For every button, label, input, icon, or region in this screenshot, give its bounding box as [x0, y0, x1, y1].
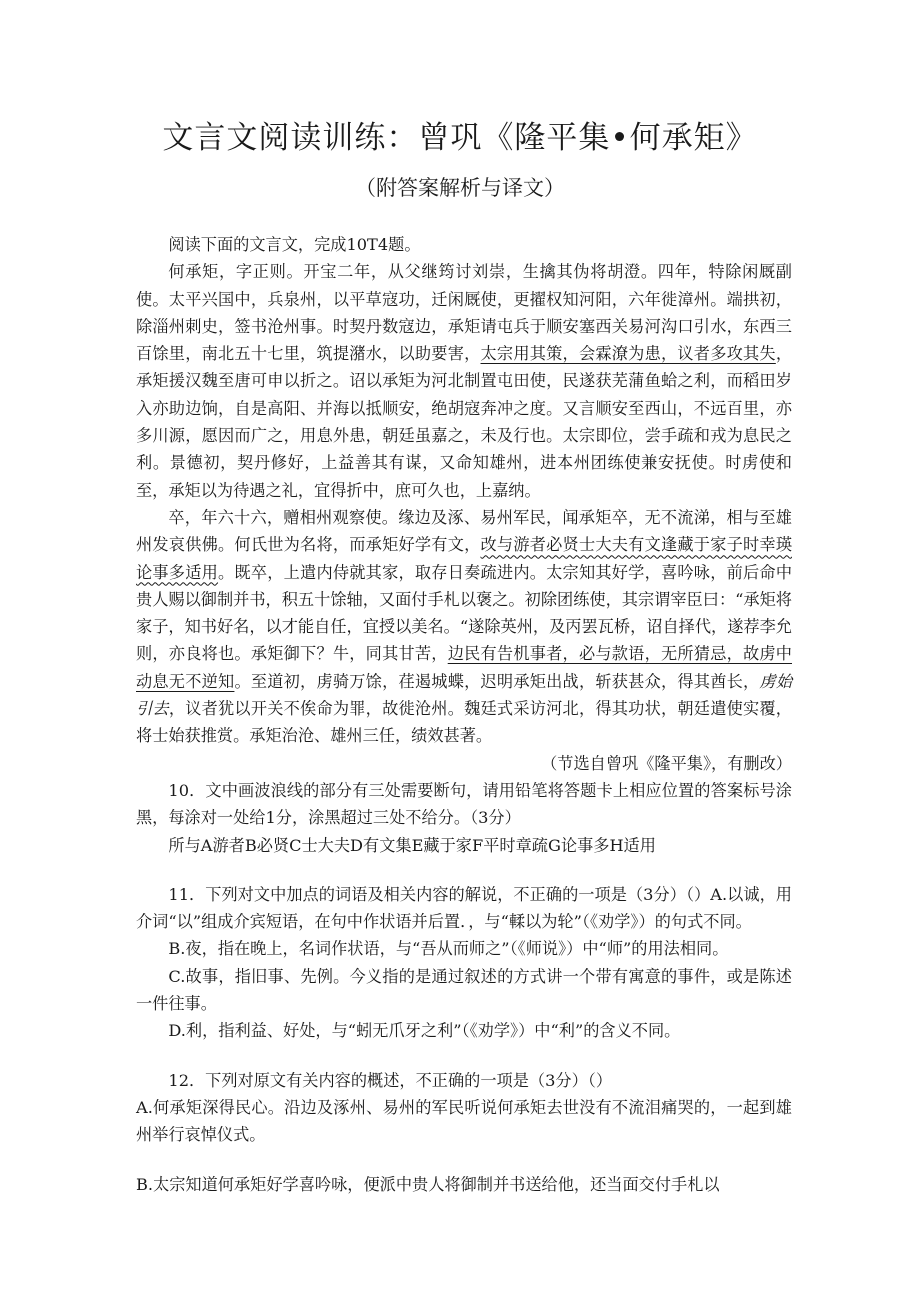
question-12-option-a: A.何承矩深得民心。沿边及涿州、易州的军民听说何承矩去世没有不流泪痛哭的，一起到雄州举行哀悼仪式。	[136, 1097, 792, 1145]
passage-paragraph-2	[136, 504, 792, 750]
document-subtitle: （附答案解析与译文）	[355, 176, 565, 200]
underlined-sentence-1: 太宗用其策，会霖潦为患，议者多攻其失	[480, 344, 776, 364]
question-11-stem: 11．下列对文中加点的词语及相关内容的解说，不正确的一项是（3分）（）A.以诚，用介词“以”组成介宾短语，在句中作状语并后置．，与“輮以为轮”（《劝学》）的句式不同。	[136, 884, 792, 932]
spacer	[136, 1045, 792, 1067]
passage-paragraph-1	[136, 258, 792, 504]
passage-text: ，承矩援汉魏至唐可申以折之。诏以承矩为河北制置屯田使，民遂获芜蒲鱼蛤之利，而稻田岁入亦助边饷，自是高阳、并海以抵顺安，绝胡寇奔冲之度。又言顺安至西山，不远百里，亦多川源，愿因而广之，用息外患，朝廷虽嘉之，未及行也。太宗即位，尝手疏和戎为息民之利。景德初，契丹修好，上益善其有谋，又命知雄州，进本州团练使兼安抚使。时虏使和至，承矩以为待遇之礼，宜得折中，庶可久也，上嘉纳。	[136, 344, 792, 500]
question-11-option-b: B.夜，指在晚上，名词作状语，与“吾从而师之”（《师说》）中“师”的用法相同。	[168, 939, 729, 959]
spacer	[136, 859, 792, 881]
italic-phrase: 虏始引去	[136, 671, 793, 719]
wavy-underlined-sentence: 改与游者必贤士大夫有文逢藏于家子时幸瑛论事多适用	[136, 535, 792, 582]
passage-text: 何承矩，字正则。开宝二年，从父继筠讨刘崇，生擒其伪将胡澄。四年，特除闲厩副使。太平兴国中，兵泉州，以平草寇功，迁闲厩使，更擢权知河阳，六年徙漳州。端拱初，除淄州刺史，签书沧州事。时契丹数寇边，承矩请屯兵于顺安塞西关易河沟口引水，东西三百馀里，南北五十七里，筑提潴水，以助要害，	[136, 262, 792, 364]
reading-instruction: 阅读下面的文言文，完成10T4题。	[168, 235, 421, 254]
passage-text: 卒，年六十六，赠相州观察使。缘边及涿、易州军民，闻承矩卒，无不流涕，相与至雄州发哀供佛。何氏世为名将，而承矩好学有文，	[136, 507, 792, 555]
spacer	[136, 1149, 792, 1171]
passage-text: 。既卒，上遣内侍就其家，取存日奏疏进内。太宗知其好学，喜吟咏，前后命中贵人赐以御制并书，积五十馀轴，又面付手札以褒之。初除团练使，其宗谓宰臣曰：“承矩将家子，知书好名，以才能自任，宜授以美名。“遂除英州，及丙罢瓦桥，诏自择代，遂荐李允则，亦良将也。承矩御下？牛，同其甘苦，	[136, 562, 793, 664]
document-body	[136, 231, 792, 1198]
passage-source: （节选自曾巩《隆平集》，有删改）	[541, 753, 792, 773]
question-10-options: 所与A游者B必贤C士大夫D有文集E藏于家F平时章疏G论事多H适用	[168, 835, 656, 855]
question-12-stem: 12．下列对原文有关内容的概述，不正确的一项是（3分）（）	[168, 1070, 613, 1090]
underlined-sentence-2: 边民有告机事者，必与款语，无所猜忌，故虏中动息无不逆知	[136, 644, 792, 691]
question-11-option-d: D.利，指利益、好处，与“蚓无爪牙之利”（《劝学》）中“利”的含义不同。	[168, 1021, 681, 1041]
passage-text: ，议者犹以开关不俟命为罪，故徙沧州。魏廷式采访河北，得其功状，朝廷遣使实覆，将士始获推赏。承矩治沧、雄州三任，绩效甚著。	[136, 699, 792, 746]
question-11-option-c: C.故事，指旧事、先例。今义指的是通过叙述的方式讲一个带有寓意的事件，或是陈述一件往事。	[136, 966, 792, 1014]
passage-text: 。至道初，虏骑万馀，荏遏城蝶，迟明承矩出战，斩获甚众，得其酋长，	[234, 671, 760, 691]
question-12-option-b: B.太宗知道何承矩好学喜吟咏，便派中贵人将御制并书送给他，还当面交付手札以	[136, 1174, 720, 1194]
document-title: 文言文阅读训练：曾巩《隆平集•何承矩》	[162, 120, 758, 156]
question-10-stem: 10．文中画波浪线的部分有三处需要断句，请用铅笔将答题卡上相应位置的答案标号涂黑，每涂对一处给1分，涂黑超过三处不给分。（3分）	[136, 780, 792, 828]
